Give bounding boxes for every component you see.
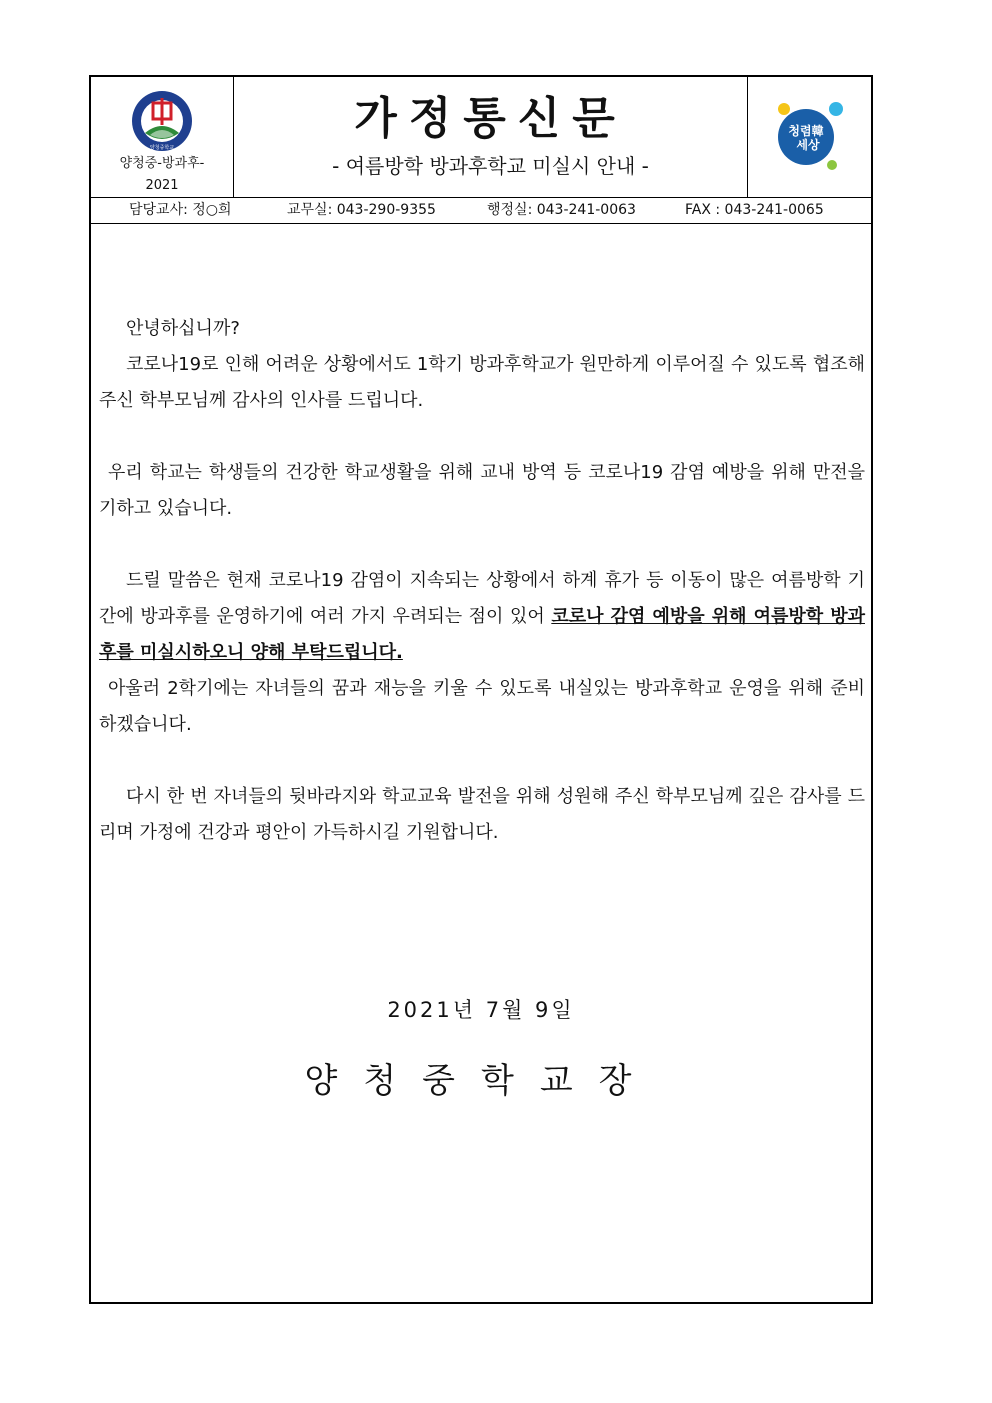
- notice-text: 드릴 말씀은 현재 코로나19 감염이 지속되는 상황에서 하계 휴가 등 이동이 많은 여름방학 기간에 방과후를 운영하기에 여러 가지 우려되는 점이 있어: [99, 570, 865, 627]
- document-code-line1: 양청중-방과후-: [119, 156, 205, 171]
- title-cell: [234, 77, 747, 197]
- logo-bottom-text: 양청중학교: [149, 145, 175, 151]
- document-frame: [89, 75, 873, 1304]
- document-date: 2021년 7월 9일: [387, 998, 575, 1022]
- principal-signature: 양청중학교장: [304, 1061, 658, 1101]
- emblem-text-line2: 세상: [796, 138, 820, 152]
- paragraph-thanks: 코로나19로 인해 어려운 상황에서도 1학기 방과후학교가 원만하게 이루어질 수 있도록 협조해 주신 학부모님께 감사의 인사를 드립니다.: [99, 354, 865, 411]
- office-phone: 교무실: 043-290-9355: [287, 202, 436, 218]
- document-header: [91, 77, 871, 198]
- fax-number: FAX : 043-241-0065: [685, 202, 824, 218]
- greeting: 안녕하십니까?: [126, 318, 240, 339]
- paragraph-closing: 다시 한 번 자녀들의 뒷바라지와 학교교육 발전을 위해 성원해 주신 학부모님께 깊은 감사를 드리며 가정에 건강과 평안이 가득하시길 기원합니다.: [99, 786, 865, 843]
- teacher-contact: 담당교사: 정○희: [129, 202, 232, 218]
- document-code: [91, 153, 233, 197]
- page-title: 가정통신문: [354, 93, 627, 144]
- paragraph-prevention: 우리 학교는 학생들의 건강한 학교생활을 위해 교내 방역 등 코로나19 감염 예방을 위해 만전을 기하고 있습니다.: [99, 462, 865, 519]
- school-logo-icon: [128, 89, 196, 153]
- paragraph-notice: [99, 563, 865, 671]
- letter-body: [99, 311, 865, 851]
- integrity-emblem-icon: [770, 95, 850, 175]
- contact-bar: [91, 197, 871, 224]
- logo-cell: [91, 77, 234, 197]
- document-code-line2: 2021: [145, 178, 179, 193]
- notice-emphasis: 코로나 감염 예방을 위해 여름방학 방과후를 미실시하오니 양해 부탁드립니다.: [99, 606, 865, 663]
- page-subtitle: - 여름방학 방과후학교 미실시 안내 -: [332, 154, 649, 178]
- emblem-cell: [747, 77, 871, 197]
- emblem-text-line1: 청렴韓: [788, 124, 824, 138]
- admin-phone: 행정실: 043-241-0063: [487, 202, 636, 218]
- paragraph-second-semester: 아울러 2학기에는 자녀들의 꿈과 재능을 키울 수 있도록 내실있는 방과후학교 운영을 위해 준비하겠습니다.: [99, 678, 865, 735]
